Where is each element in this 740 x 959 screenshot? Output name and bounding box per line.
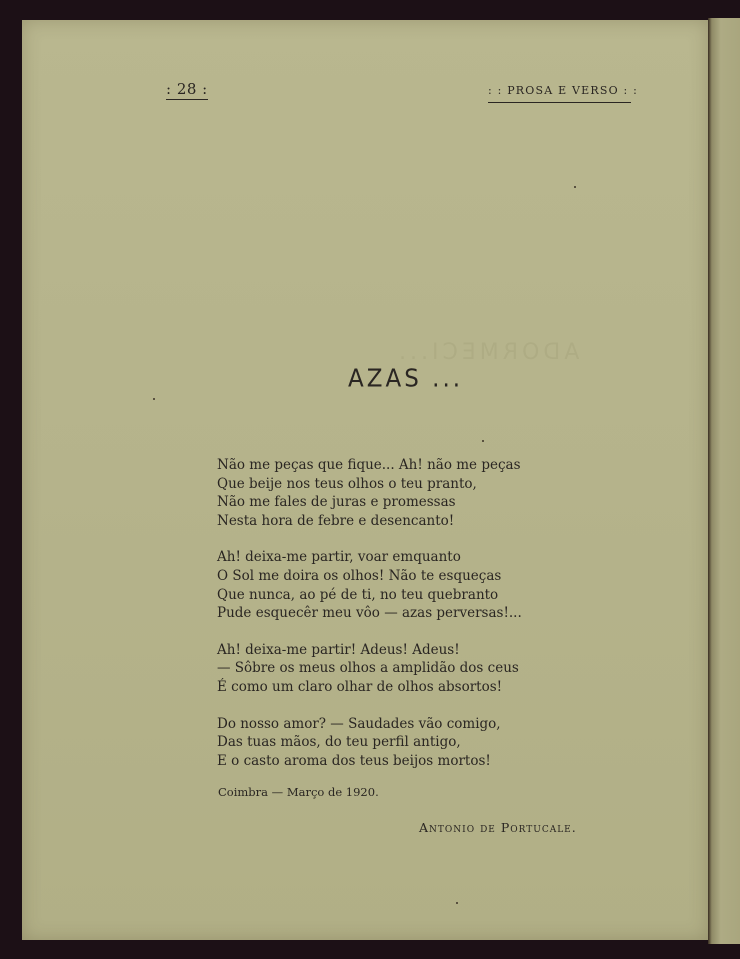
verse-line: Pude esquecêr meu vôo — azas perversas!... bbox=[217, 605, 522, 622]
verse-line: Não me peças que fique... Ah! não me peças bbox=[217, 457, 521, 473]
stanza-4 bbox=[217, 715, 522, 771]
verse-line: — Sôbre os meus olhos a amplidão dos ceus bbox=[217, 660, 519, 677]
paper-speck bbox=[574, 186, 576, 188]
show-through-mirror-text: ADORMECI... bbox=[395, 340, 580, 365]
adjacent-page-edge bbox=[708, 18, 740, 944]
verse-line: Do nosso amor? — Saudades vão comigo, bbox=[217, 715, 501, 732]
stanza-2 bbox=[217, 548, 522, 622]
poem-body bbox=[217, 456, 522, 788]
verse-line: Que nunca, ao pé de ti, no teu quebranto bbox=[217, 586, 499, 603]
paper-speck bbox=[456, 902, 458, 904]
verse-line: O Sol me doira os olhos! Não te esqueças bbox=[217, 567, 502, 584]
verse-line: Não me fales de juras e promessas bbox=[217, 494, 456, 511]
verse-line: Ah! deixa-me partir! Adeus! Adeus! bbox=[217, 641, 460, 658]
verse-line: Que beije nos teus olhos o teu pranto, bbox=[217, 475, 477, 492]
poem-title: AZAS ... bbox=[348, 364, 464, 394]
page-number: : 28 : bbox=[166, 80, 208, 98]
running-head: : : PROSA E VERSO : : bbox=[488, 84, 631, 103]
paper-speck bbox=[153, 398, 155, 400]
verse-line: Nesta hora de febre e desencanto! bbox=[217, 512, 455, 529]
paper-speck bbox=[482, 440, 484, 442]
stanza-1 bbox=[217, 456, 522, 530]
author-signature: Antonio de Portucale. bbox=[419, 820, 577, 835]
verse-line: Das tuas mãos, do teu perfil antigo, bbox=[217, 734, 461, 751]
stanza-3 bbox=[217, 641, 522, 697]
verse-line: É como um claro olhar de olhos absortos! bbox=[217, 678, 503, 695]
verse-line: E o casto aroma dos teus beijos mortos! bbox=[217, 752, 491, 769]
verse-line: Ah! deixa-me partir, voar emquanto bbox=[217, 549, 461, 566]
dateline: Coimbra — Março de 1920. bbox=[218, 785, 379, 799]
